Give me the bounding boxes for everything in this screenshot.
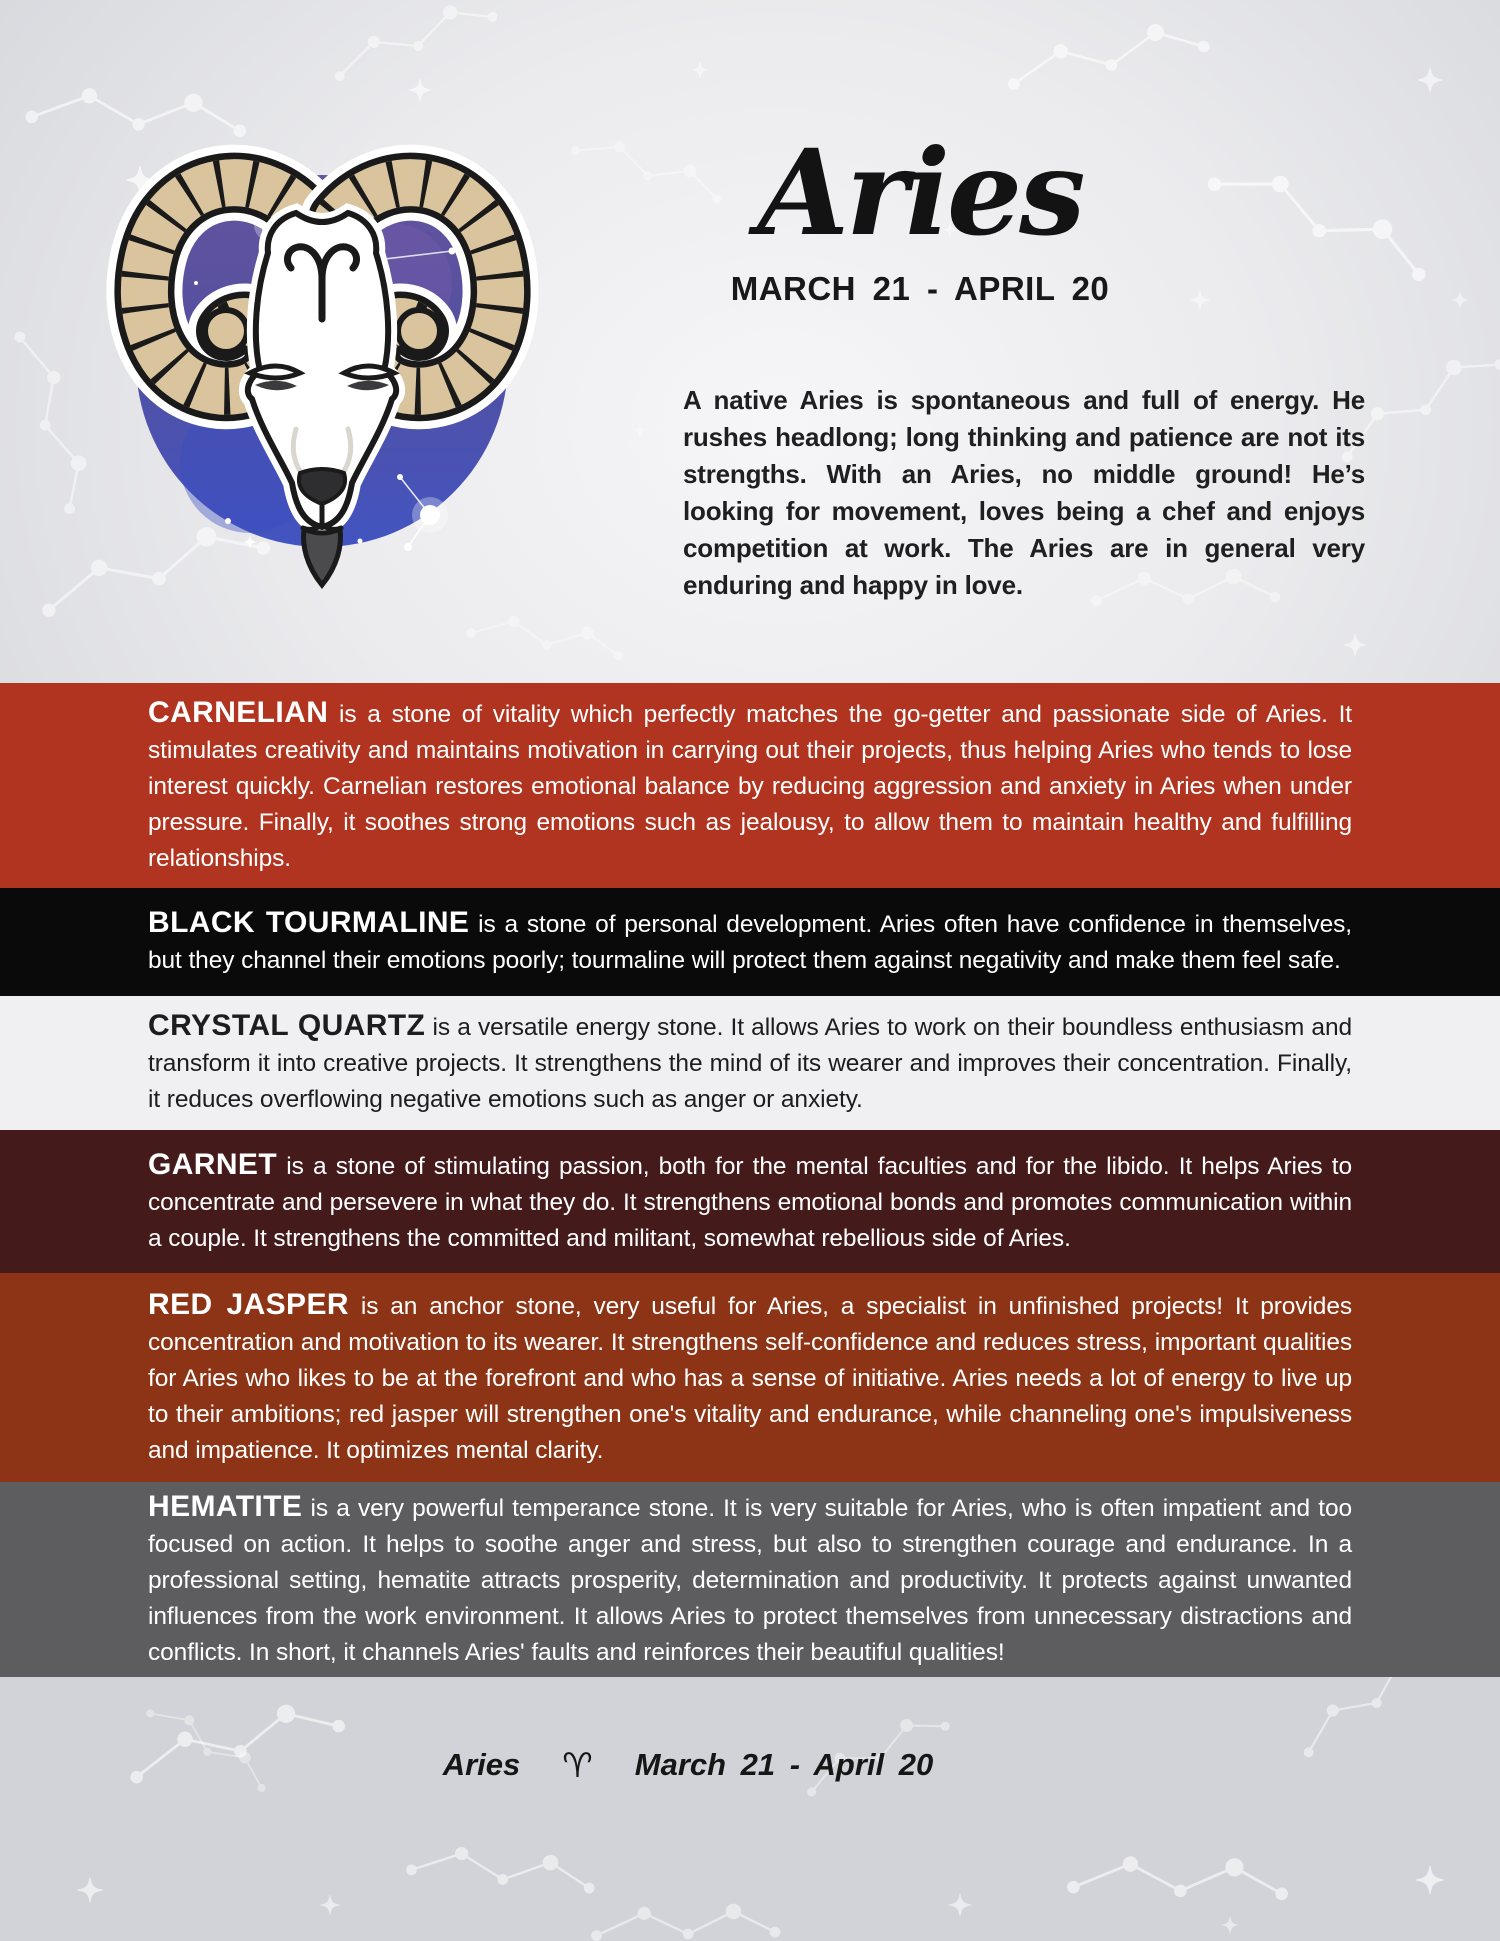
footer-line [0, 1744, 1438, 1784]
hero-title-block [470, 118, 1370, 308]
stone-section-hematite [0, 1482, 1500, 1677]
aries-symbol-icon: ♈ [562, 1746, 593, 1786]
stone-description: is a stone of vitality which perfectly matches the go-getter and passionate side of Aries. It stimulates creativity and maintains motivation in carrying out their projects, thus helping Aries who tends to lose interest quickly. Carnelian restores emotional balance by reducing aggression and anxiety in Aries when under pressure. Finally, it soothes strong emotions such as jealousy, to allow them to maintain healthy and fulfilling relationships. [148, 700, 1352, 872]
stone-section-garnet [0, 1130, 1500, 1273]
footer-dates: March 21 - April 20 [634, 1747, 934, 1782]
stone-description: is a very powerful temperance stone. It is very suitable for Aries, who is often impatient and too focused on action. It helps to soothe anger and stress, but also to strengthen courage and endurance. In a professional setting, hematite attracts prosperity, determination and productivity. It protects against unwanted influences from the work environment. It allows Aries to protect themselves from unnecessary distractions and conflicts. In short, it channels Aries' faults and reinforces their beautiful qualities! [148, 1494, 1352, 1666]
stone-name: BLACK TOURMALINE [148, 906, 470, 939]
footer-sign-name: Aries [442, 1747, 521, 1782]
stone-name: RED JASPER [148, 1287, 349, 1321]
stone-name: CRYSTAL QUARTZ [148, 1009, 426, 1042]
stone-description: is a versatile energy stone. It allows Aries to work on their boundless enthusiasm and transform it into creative projects. It strengthens the mind of its wearer and improves their concentration. Finally, it reduces overflowing negative emotions such as anger or anxiety. [148, 1014, 1352, 1113]
stone-section-carnelian [0, 683, 1500, 888]
ram-beard [304, 529, 341, 585]
stone-name: CARNELIAN [148, 695, 329, 729]
page-title: Aries [757, 123, 1083, 262]
stone-description: is an anchor stone, very useful for Aries, a specialist in unfinished projects! It provides concentration and motivation to its wearer. It strengthens self-confidence and reduces stress, important qualities for Aries who likes to be at the forefront and who has a sense of initiative. Aries needs a lot of energy to live up to their ambitions; red jasper will strengthen one's vitality and endurance, while channeling one's impulsiveness and impatience. It optimizes mental clarity. [148, 1292, 1353, 1464]
stone-description: is a stone of stimulating passion, both for the mental faculties and for the libido. It helps Aries to concentrate and persevere in what they do. It strengthens emotional bonds and promotes communication within a couple. It strengthens the committed and militant, somewhat rebellious side of Aries. [148, 1152, 1352, 1252]
stone-section-crystal-quartz [0, 996, 1500, 1130]
stone-name: HEMATITE [148, 1489, 303, 1523]
stone-section-black-tourmaline [0, 888, 1500, 996]
stone-description: is a stone of personal development. Aries often have confidence in themselves, but they channel their emotions poorly; tourmaline will protect them against negativity and make them feel safe. [148, 911, 1352, 974]
stone-section-red-jasper [0, 1273, 1500, 1482]
intro-paragraph: A native Aries is spontaneous and full of energy. He rushes headlong; long thinking and patience are not its strengths. With an Aries, no middle ground! He’s looking for movement, loves being a chef and enjoys competition at work. The Aries are in general very enduring and happy in love. [683, 385, 1365, 600]
date-range: MARCH 21 - APRIL 20 [730, 270, 1110, 307]
stone-name: GARNET [148, 1147, 278, 1181]
